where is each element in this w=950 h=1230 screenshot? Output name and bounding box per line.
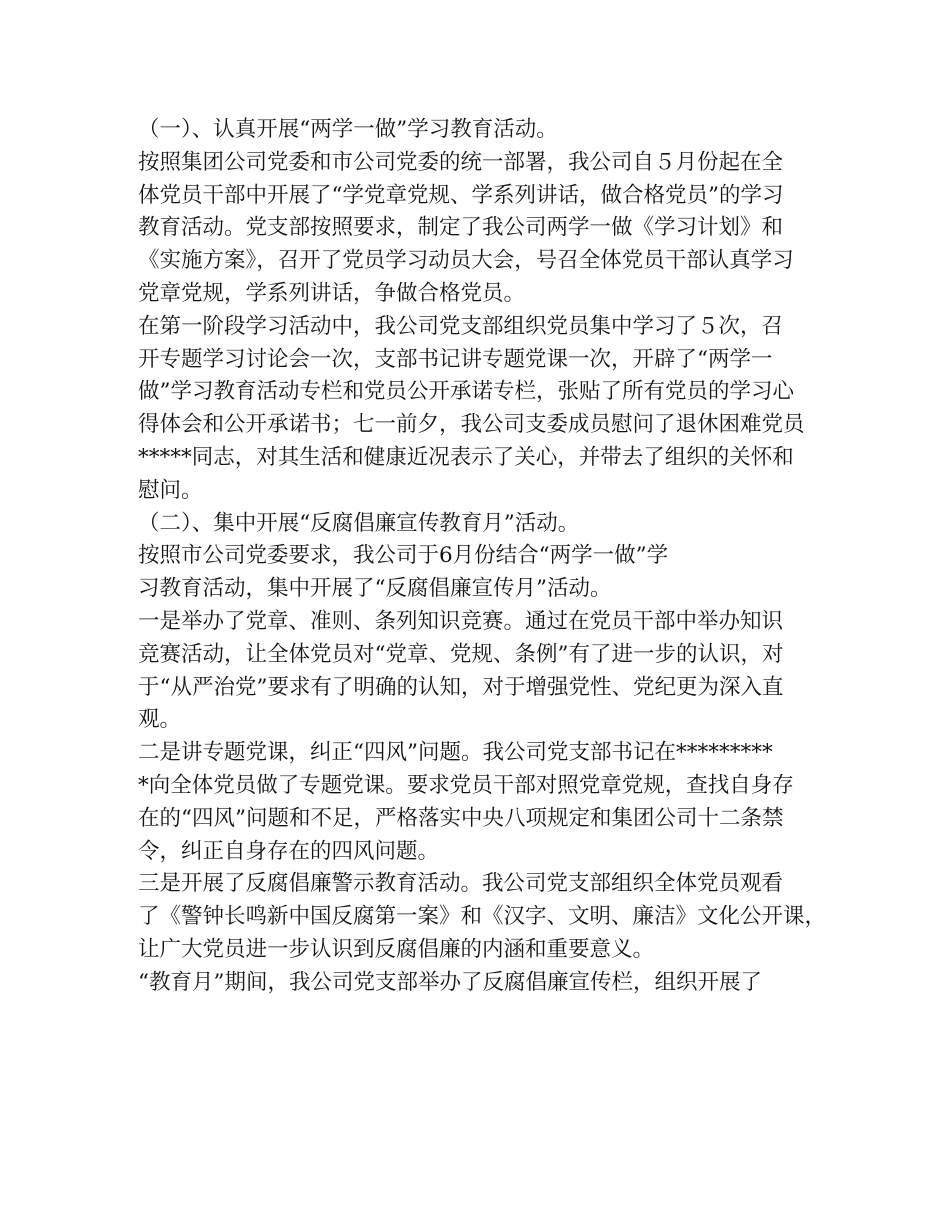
text-line: 在的“四风”问题和不足，严格落实中央八项规定和集团公司十二条禁 — [138, 805, 784, 831]
text-line: 教育活动。党支部按照要求，制定了我公司两学一做《学习计划》和 — [138, 215, 784, 241]
text-line: 得体会和公开承诺书；七一前夕，我公司支委成员慰问了退休困难党员 — [138, 412, 805, 438]
text-line: 令，纠正自身存在的四风问题。 — [138, 838, 440, 864]
body-text — [138, 114, 828, 1000]
text-line: “教育月”期间，我公司党支部举办了反腐倡廉宣传栏，组织开展了 — [138, 969, 762, 995]
text-line: 竞赛活动，让全体党员对“党章、党规、条例”有了进一步的认识，对 — [138, 641, 784, 667]
text-line: *向全体党员做了专题党课。要求党员干部对照党章党规，查找自身存 — [138, 772, 794, 798]
text-line: 二是讲专题党课，纠正“四风”问题。我公司党支部书记在********* — [138, 740, 773, 766]
text-line: 体党员干部中开展了“学党章党规、学系列讲话，做合格党员”的学习 — [138, 182, 784, 208]
text-line: 慰问。 — [138, 477, 203, 503]
text-line: 习教育活动，集中开展了“反腐倡廉宣传月”活动。 — [138, 576, 612, 602]
text-line: 了《警钟长鸣新中国反腐第一案》和《汉字、文明、廉洁》文化公开课， — [138, 904, 827, 930]
text-line: 按照市公司党委要求，我公司于6月份结合“两学一做”学 — [138, 543, 669, 569]
text-line: 三是开展了反腐倡廉警示教育活动。我公司党支部组织全体党员观看 — [138, 871, 784, 897]
text-line: 一是举办了党章、准则、条列知识竞赛。通过在党员干部中举办知识 — [138, 608, 784, 634]
text-line: *****同志，对其生活和健康近况表示了关心，并带去了组织的关怀和 — [138, 444, 794, 470]
text-line: 《实施方案》，召开了党员学习动员大会，号召全体党员干部认真学习 — [138, 248, 794, 274]
text-line: 观。 — [138, 707, 182, 733]
text-line: 让广大党员进一步认识到反腐倡廉的内涵和重要意义。 — [138, 936, 655, 962]
text-line: 在第一阶段学习活动中，我公司党支部组织党员集中学习了５次，召 — [138, 313, 784, 339]
text-line: 做”学习教育活动专栏和党员公开承诺专栏，张贴了所有党员的学习心 — [138, 379, 794, 405]
text-line: 按照集团公司党委和市公司党委的统一部署，我公司自５月份起在全 — [138, 149, 784, 175]
text-line: （一）、认真开展“两学一做”学习教育活动。 — [138, 117, 558, 142]
text-line: 党章党规，学系列讲话，争做合格党员。 — [138, 280, 526, 306]
text-line: （二）、集中开展“反腐倡廉宣传教育月”活动。 — [138, 510, 580, 536]
text-line: 开专题学习讨论会一次，支部书记讲专题党课一次，开辟了“两学一 — [138, 346, 773, 372]
text-line: 于“从严治党”要求有了明确的认知，对于增强党性、党纪更为深入直 — [138, 674, 784, 700]
